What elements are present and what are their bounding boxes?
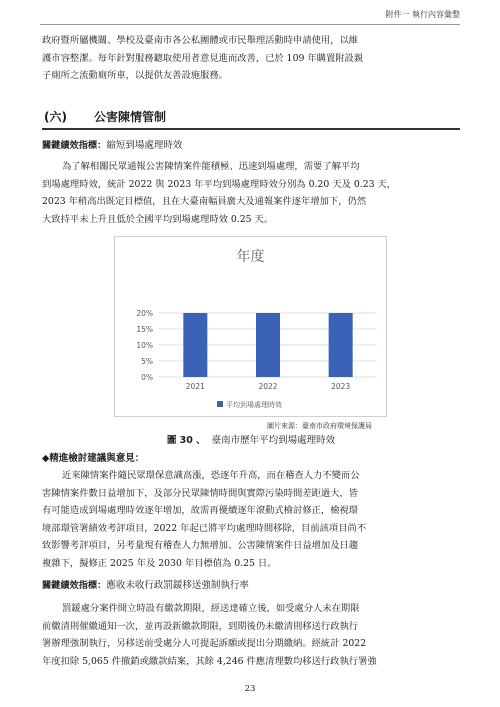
x-tick-label: 2023 bbox=[331, 382, 351, 391]
chart-svg bbox=[115, 237, 386, 416]
section-heading bbox=[42, 106, 460, 130]
text-line: 年度扣除 5,065 件撤銷或繳款結案，其餘 4,246 件應清理數均移送行政執行署強 bbox=[42, 655, 377, 667]
text-line: 到場處理時效，統計 2022 與 2023 年平均到場處理時效分別為 0.20 天及 0.23 天， bbox=[42, 178, 397, 190]
bar bbox=[329, 313, 353, 377]
y-tick-label: 15% bbox=[136, 325, 153, 334]
text-line: 為了解相關民眾通報公害陳情案件能積極、迅速到場處理，需要了解平均 bbox=[62, 161, 360, 172]
bar bbox=[256, 313, 280, 377]
text-line: 致影響考評項目，另考量現有稽查人力無增加、公害陳情案件日益增加及日趨 bbox=[42, 540, 359, 552]
text-line: 大致持平未上升且低於全國平均到場處理時效 0.25 天。 bbox=[42, 213, 274, 225]
kpi-text: 應收未收行政罰鍰移送強制執行率 bbox=[106, 580, 249, 591]
text-line: 護市容整潔。每年針對服務聽取使用者意見進而改善，已於 109 年購置附設親 bbox=[42, 52, 364, 64]
y-tick-label: 5% bbox=[141, 357, 153, 366]
text-line: 前繳清則催繳通知一次，並再設新繳款期限，到期後仍未繳清則移送行政執行 bbox=[42, 620, 359, 632]
text-line: 罰鍰處分案件開立時設有繳款期限，經送達確立後，如受處分人未在期限 bbox=[62, 603, 360, 614]
kpi1-paragraph bbox=[42, 158, 460, 228]
text-line: 政府暨所屬機關、學校及臺南市各公私團體或市民舉理活動時申請使用，以維 bbox=[42, 35, 359, 46]
legend-label: 平均到場處理時效 bbox=[226, 401, 282, 409]
image-source: 圖片來源：臺南市政府環境保護局 bbox=[267, 422, 372, 430]
header-text: 附件一 執行內容彙整 bbox=[385, 10, 460, 19]
kpi-line-1 bbox=[42, 138, 460, 154]
y-tick-label: 20% bbox=[136, 309, 153, 318]
review-paragraph bbox=[42, 467, 460, 573]
kpi2-paragraph bbox=[42, 600, 460, 670]
section-title: 公害陳情管制 bbox=[94, 110, 167, 124]
page-number: 23 bbox=[244, 684, 256, 694]
x-tick-label: 2022 bbox=[258, 382, 278, 391]
figure-title: 臺南市歷年平均到場處理時效 bbox=[211, 435, 336, 446]
y-tick-label: 0% bbox=[141, 373, 153, 382]
section-number: (六) bbox=[44, 110, 67, 124]
x-tick-label: 2021 bbox=[185, 382, 205, 391]
review-heading: ◆精進檢討建議與意見： bbox=[42, 453, 145, 464]
y-tick-label: 10% bbox=[136, 341, 153, 350]
kpi-text: 縮短到場處理時效 bbox=[106, 140, 183, 151]
intro-paragraph bbox=[42, 32, 460, 85]
bar-chart bbox=[114, 236, 387, 417]
page-header bbox=[40, 8, 460, 25]
kpi-label: 關鍵績效指標： bbox=[42, 140, 107, 151]
chart-title: 年度 bbox=[236, 249, 265, 265]
figure-number: 圖 30 、 bbox=[166, 435, 206, 446]
text-line: 害陳情案件數日益增加下，及部分民眾陳情時間與實際污染時間差距過大，皆 bbox=[42, 487, 359, 499]
text-line: 2023 年稍高出既定目標值，且在大臺南幅員廣大及通報案件逐年增加下，仍然 bbox=[42, 196, 367, 208]
text-line: 境部環管署績效考評項目，2022 年起已將平均處理時間移除，目前該項目尚不 bbox=[42, 522, 367, 534]
figure-caption bbox=[42, 432, 460, 446]
text-line: 近來陳情案件隨民眾環保意識高漲，恐逐年升高，而在稽查人力不變而公 bbox=[62, 470, 360, 481]
text-line: 複雜下，擬修正 2025 年及 2030 年目標值為 0.25 日。 bbox=[42, 557, 277, 569]
kpi-label: 關鍵績效指標： bbox=[42, 580, 107, 591]
text-line: 子廁所之流動廁所車，以提供友善設施服務。 bbox=[42, 70, 228, 82]
legend-swatch bbox=[217, 401, 223, 407]
kpi-line-2 bbox=[42, 578, 460, 594]
text-line: 署辦理強制執行，另移送前受處分人可提起訴願或提出分期繳納。經統計 2022 bbox=[42, 638, 367, 650]
bar bbox=[183, 313, 207, 377]
text-line: 有可能造成到場處理時效逐年增加，故需再優續逐年滾動式檢討修正，檢視環 bbox=[42, 505, 359, 517]
